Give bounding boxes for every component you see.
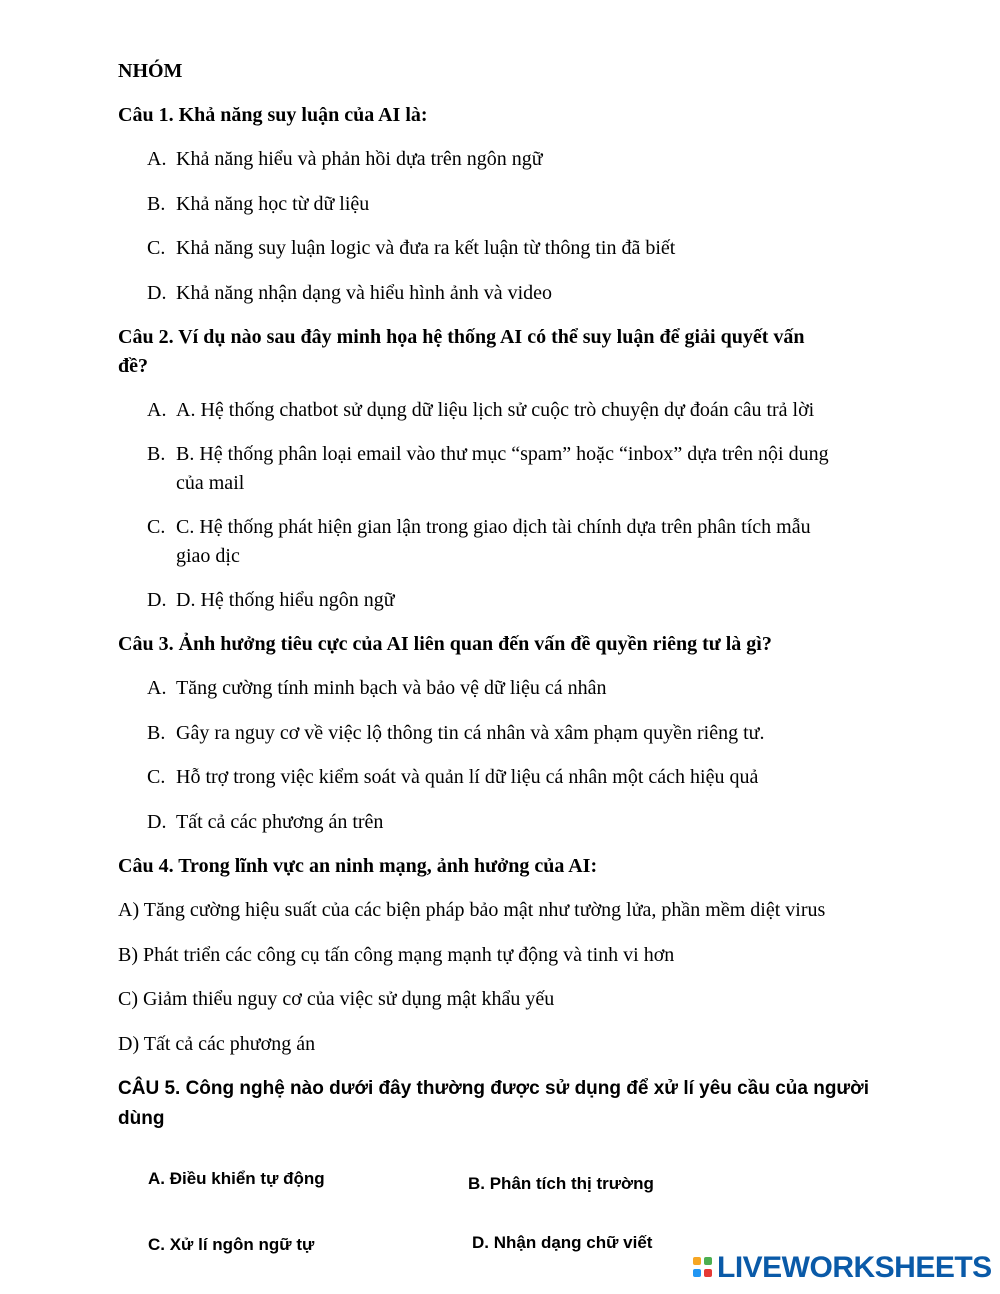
- option-letter: B.: [147, 722, 166, 744]
- q4-option-a[interactable]: A) Tăng cường hiệu suất của các biện pháp bảo mật như tường lửa, phần mềm diệt virus: [118, 899, 826, 921]
- question-5-line-1: CÂU 5. Công nghệ nào dưới đây thường được sử dụng để xử lí yêu cầu của người: [118, 1078, 869, 1099]
- question-2-line-1: Câu 2. Ví dụ nào sau đây minh họa hệ thống AI có thể suy luận để giải quyết vấn: [118, 326, 805, 348]
- option-text: Tăng cường tính minh bạch và bảo vệ dữ liệu cá nhân: [176, 677, 607, 699]
- question-2-line-2: đề?: [118, 355, 148, 377]
- question-1: Câu 1. Khả năng suy luận của AI là:: [118, 104, 428, 126]
- option-text-line-1: B. Hệ thống phân loại email vào thư mục “spam” hoặc “inbox” dựa trên nội dung: [176, 443, 829, 465]
- option-text-line-2: giao dịc: [176, 545, 240, 567]
- q4-option-d[interactable]: D) Tất cả các phương án: [118, 1033, 316, 1055]
- block-3: [693, 1269, 701, 1277]
- liveworksheets-logo: [693, 1251, 992, 1285]
- option-text: Khả năng suy luận logic và đưa ra kết luận từ thông tin đã biết: [176, 237, 676, 259]
- option-text: Hỗ trợ trong việc kiểm soát và quản lí dữ liệu cá nhân một cách hiệu quả: [176, 766, 759, 788]
- option-text: A. Hệ thống chatbot sử dụng dữ liệu lịch sử cuộc trò chuyện dự đoán câu trả lời: [176, 399, 815, 421]
- option-letter: A.: [147, 677, 167, 699]
- block-4: [704, 1269, 712, 1277]
- option-letter: C.: [147, 516, 166, 538]
- q4-option-c[interactable]: C) Giảm thiểu nguy cơ của việc sử dụng mật khẩu yếu: [118, 988, 555, 1010]
- q5-option-b[interactable]: B. Phân tích thị trường: [468, 1174, 654, 1193]
- q5-option-d[interactable]: D. Nhận dạng chữ viết: [472, 1233, 653, 1252]
- group-label: NHÓM: [118, 60, 183, 82]
- liveworksheets-blocks-icon: [693, 1255, 715, 1281]
- option-letter: A.: [147, 148, 167, 170]
- question-5: [118, 1074, 869, 1134]
- option-letter: C.: [147, 766, 166, 788]
- option-text-line-2: của mail: [176, 472, 245, 494]
- option-text: Khả năng nhận dạng và hiểu hình ảnh và video: [176, 282, 553, 304]
- option-letter: D.: [147, 811, 167, 833]
- option-text: Khả năng hiểu và phản hồi dựa trên ngôn ngữ: [176, 148, 543, 170]
- option-text: Gây ra nguy cơ về việc lộ thông tin cá nhân và xâm phạm quyền riêng tư.: [176, 722, 765, 744]
- q4-option-b[interactable]: B) Phát triển các công cụ tấn công mạng mạnh tự động và tinh vi hơn: [118, 944, 675, 966]
- option-text: Khả năng học từ dữ liệu: [176, 193, 370, 215]
- option-letter: D.: [147, 282, 167, 304]
- question-5-line-2: dùng: [118, 1108, 165, 1129]
- block-2: [704, 1257, 712, 1265]
- option-letter: C.: [147, 237, 166, 259]
- option-text-line-1: C. Hệ thống phát hiện gian lận trong giao dịch tài chính dựa trên phân tích mẫu: [176, 516, 811, 538]
- option-text: Tất cả các phương án trên: [176, 811, 384, 833]
- option-letter: A.: [147, 399, 167, 421]
- option-letter: B.: [147, 193, 166, 215]
- brand-name: LIVEWORKSHEETS: [717, 1251, 992, 1284]
- option-letter: B.: [147, 443, 166, 465]
- question-2: [118, 323, 804, 381]
- option-letter: D.: [147, 589, 167, 611]
- question-4: Câu 4. Trong lĩnh vực an ninh mạng, ảnh hưởng của AI:: [118, 855, 598, 877]
- option-text: [176, 440, 829, 498]
- option-text: [176, 513, 811, 571]
- question-3: Câu 3. Ảnh hưởng tiêu cực của AI liên quan đến vấn đề quyền riêng tư là gì?: [118, 633, 772, 655]
- option-text: D. Hệ thống hiểu ngôn ngữ: [176, 589, 395, 611]
- q5-option-c[interactable]: C. Xử lí ngôn ngữ tự: [148, 1235, 315, 1254]
- block-1: [693, 1257, 701, 1265]
- q5-option-a[interactable]: A. Điều khiển tự động: [148, 1169, 325, 1188]
